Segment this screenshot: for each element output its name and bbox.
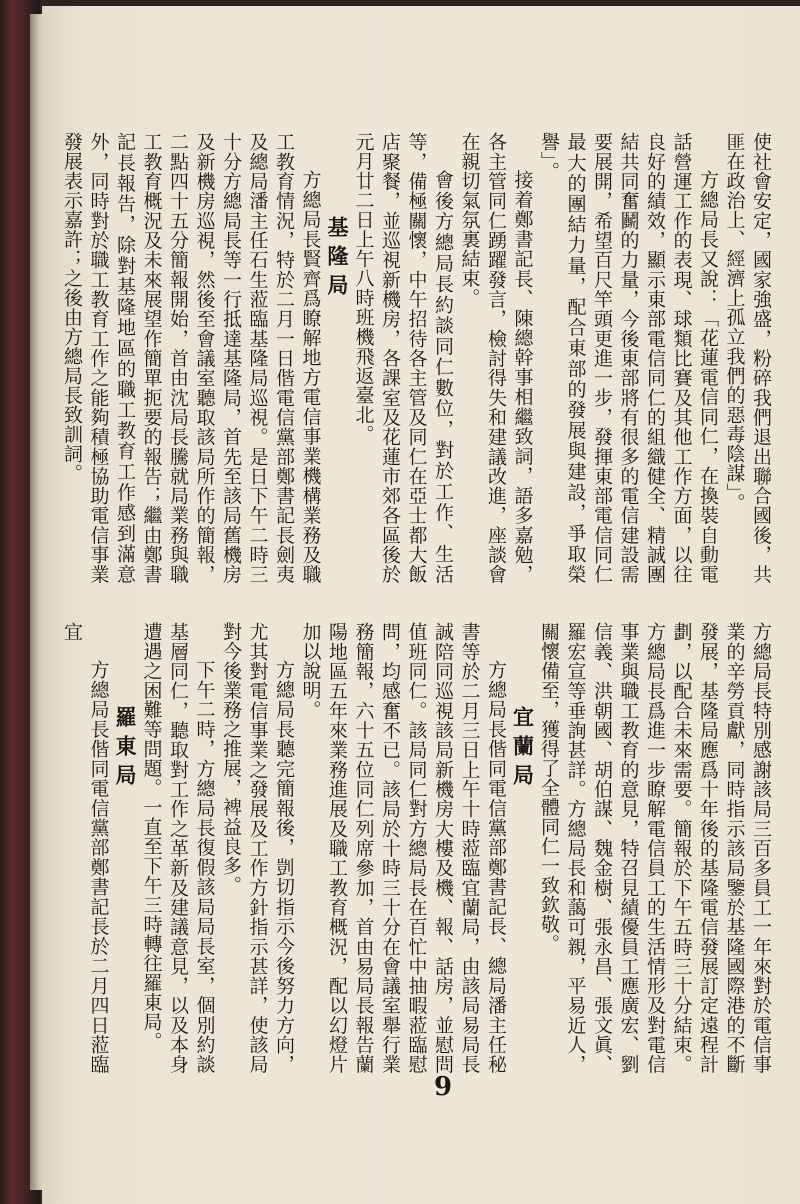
upper-paragraph-4: 會後方總局長約談同仁數位，對於工作、生活等，備極關懷，中午招待各主管及同仁在亞士都大飯店聚餐，並巡視新機房，各課室及花蓮市郊各區後於元月廿二日上午八時班機飛返臺北。 (352, 132, 454, 584)
page-number: 9 (434, 1072, 453, 1102)
upper-paragraph-3: 接着鄭書記長、陳總幹事相繼致詞，語多嘉勉，各主管同仁踴躍發言，檢討得失和建議改進，座談會在親切氣氛裏結束。 (458, 132, 534, 584)
lower-paragraph-1: 方總局長特別感謝該局三百多員工一年來對於電信事業的辛勞貢獻，同時指示該局鑒於基隆國際港的不斷發展，基隆局應爲十年後的基隆電信發展訂定遠程計劃，以配合未來需要。簡報於下午五時三十分結束。方總局長爲進一步瞭解電信員工的生活情形及對電信事業與職工教育的意見，特召見績優員工應廣宏、劉信義、洪朝國、胡伯謀、魏金樹、張永昌、張文眞、羅宏宣等垂詢甚詳。方總局長和藹可親，平易近人，關懷備至，獲得了全體同仁一致欽敬。 (538, 622, 772, 1074)
upper-paragraph-1: 使社會安定，國家強盛，粉碎我們退出聯合國後，共匪在政治上、經濟上孤立我們的惡毒陰謀」。 (723, 132, 772, 584)
keelung-heading: 基隆局 (325, 216, 350, 303)
lower-text-block (61, 622, 774, 1074)
keelung-paragraph-1: 方總局長賢齊爲瞭解地方電信事業機構業務及職工教育情況，特於二月一日偕電信黨部鄭書記長劍夷及總局潘主任石生蒞臨基隆局巡視。是日下午二時三十分方總局長等一行抵達基隆局，首先至該局舊機房及新機房巡視，然後至會議室聽取該局所作的簡報，二點四十五分簡報開始，首由沈局長騰就局業務與職工教育概況及未來展望作簡單扼要的報告；繼由鄭書記長報告，除對基隆地區的職工教育工作感到滿意外，同時對於職工教育工作之能夠積極協助電信事業發展表示嘉許；之後由方總局長致訓詞。 (61, 132, 322, 584)
yilan-paragraph-2: 方總局長聽完簡報後，剴切指示今後努力方向，尤其對電信事業之發展及工作方針指示甚詳，使該局對今後業務之推展，裨益良多。 (220, 622, 295, 1074)
luodong-heading: 羅東局 (113, 706, 138, 793)
book-page (42, 6, 800, 1204)
upper-paragraph-2: 方總局長又說：「花蓮電信同仁，在換裝自動電話營運工作的表現、球類比賽及其他工作方面，以往良好的績效，顯示東部電信同仁的組織健全、精誠團結共同奮鬭的力量，今後東部將有很多的電信建設需要展開，希望百尺竿頭更進一步，發揮東部電信同仁最大的團結力量，配合東部的發展與建設，爭取榮譽」。 (538, 132, 719, 584)
yilan-heading: 宜蘭局 (510, 706, 536, 793)
yilan-paragraph-3: 下午二時，方總局長復假該局局長室，個別約談基層同仁，聽取對工作之革新及建議意見，以及本身遭遇之困難等問題。一直至下午三時轉往羅東局。 (140, 622, 216, 1074)
upper-text-block (61, 132, 774, 584)
yilan-paragraph-1: 方總局長偕同電信黨部鄭書記長、總局潘主任秘書等於二月三日上午十時蒞臨宜蘭局，由該局易局長誠陪同巡視該局新機房大樓及機、報、話房，並慰問值班同仁。該局同仁對方總局長在百忙中抽暇蒞臨慰問，均感奮不已。該局於十時三十分在會議室舉行業務簡報，六十五位同仁列席參加，首由易局長報告蘭陽地區五年來業務進展及職工教育概況，配以幻燈片加以說明。 (299, 622, 507, 1074)
luodong-paragraph-1: 方總局長偕同電信黨部鄭書記長於二月四日蒞臨宜 (61, 622, 110, 1074)
